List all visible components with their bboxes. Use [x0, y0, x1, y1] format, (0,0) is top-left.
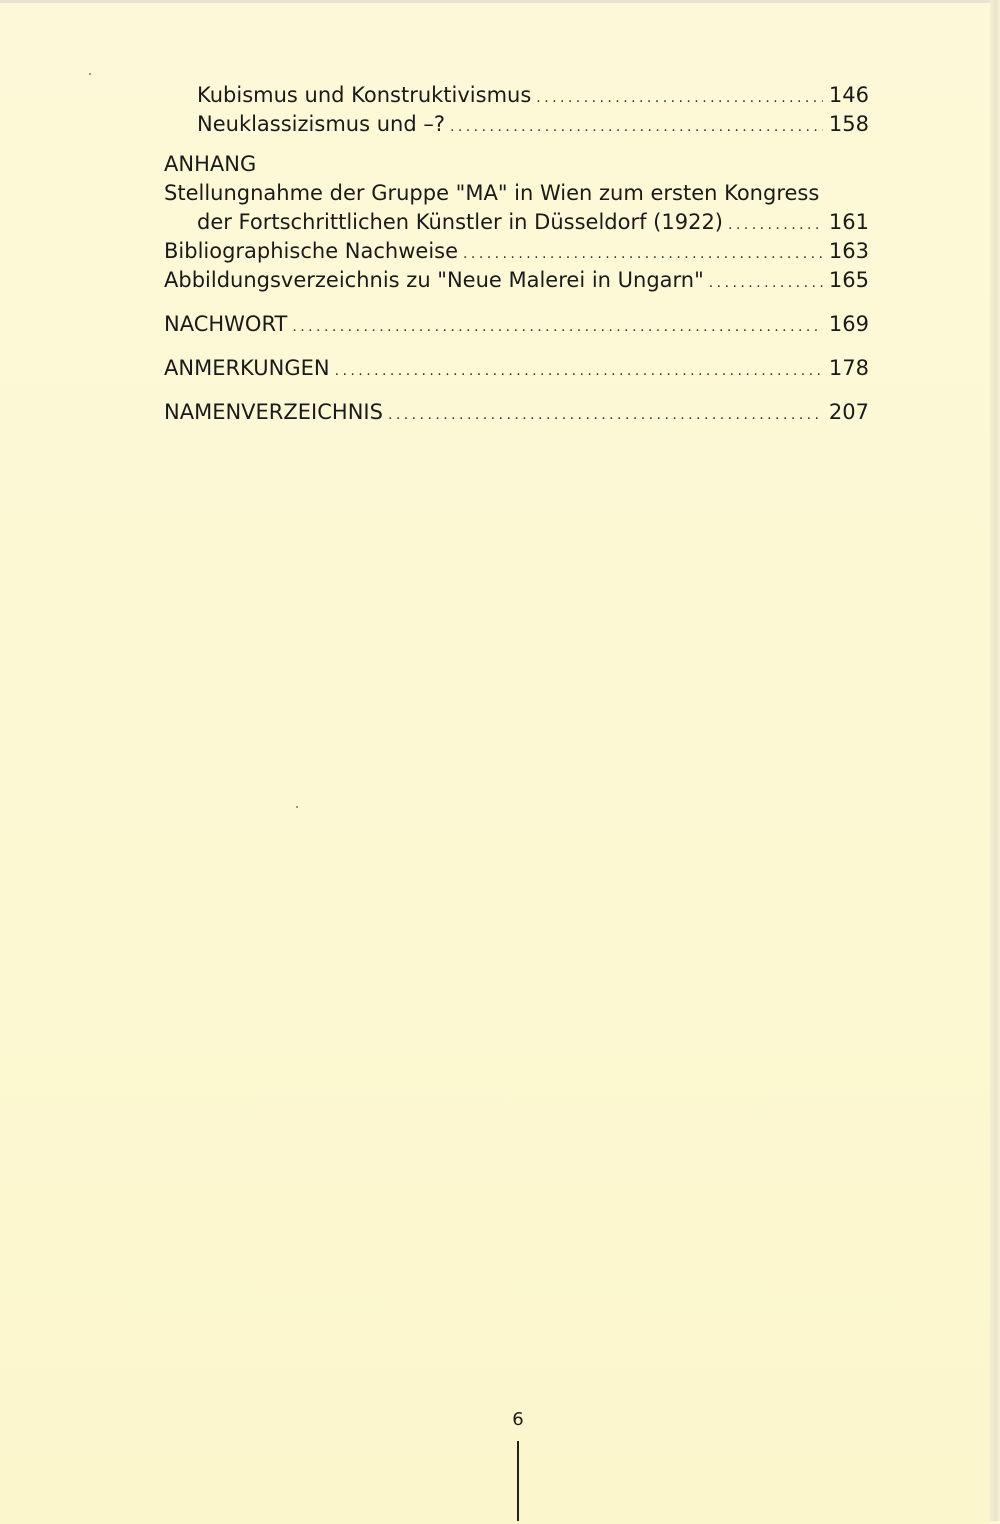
toc-section — [164, 310, 869, 339]
toc-entry-label: Abbildungsverzeichnis zu "Neue Malerei in Ungarn" — [164, 268, 704, 292]
toc-entry-label: Stellungnahme der Gruppe "MA" in Wien zum ersten Kongress — [164, 181, 820, 205]
toc-entry-page: 146 — [828, 83, 869, 107]
toc-leader-dots — [450, 113, 823, 142]
toc-leader-dots — [335, 357, 823, 386]
page-edge — [990, 0, 1000, 1521]
toc-section-page: 178 — [828, 356, 869, 380]
toc-section-page: 207 — [828, 400, 869, 424]
toc-entry-label: Bibliographische Nachweise — [164, 239, 459, 263]
toc-section-label: ANMERKUNGEN — [164, 356, 330, 380]
toc-entry-page: 161 — [828, 210, 869, 234]
page-number-rule — [517, 1441, 519, 1521]
toc-leader-dots — [388, 401, 823, 430]
toc-section-label: NACHWORT — [164, 312, 288, 336]
table-of-contents — [164, 81, 869, 427]
toc-entry — [164, 110, 869, 139]
paper-speck — [296, 806, 298, 808]
paper-speck — [89, 73, 91, 75]
toc-section — [164, 354, 869, 383]
toc-entry-label: der Fortschrittlichen Künstler in Düsseldorf (1922) — [197, 210, 723, 234]
toc-entry-page: 158 — [828, 112, 869, 136]
toc-entry-label: Kubismus und Konstruktivismus — [197, 83, 532, 107]
toc-entry — [164, 208, 869, 237]
anhang-heading: ANHANG — [164, 152, 257, 176]
toc-entry — [164, 266, 869, 295]
toc-leader-dots — [292, 313, 823, 342]
toc-leader-dots — [709, 269, 823, 298]
toc-section-label: NAMENVERZEICHNIS — [164, 400, 383, 424]
toc-leader-dots — [728, 211, 823, 240]
toc-entry-label: Neuklassizismus und –? — [197, 112, 445, 136]
toc-entry-page: 163 — [828, 239, 869, 263]
page-number: 6 — [512, 1409, 524, 1430]
toc-leader-dots — [536, 84, 823, 113]
toc-leader-dots — [463, 240, 823, 269]
toc-section — [164, 398, 869, 427]
toc-entry — [164, 81, 869, 110]
toc-entry — [164, 237, 869, 266]
toc-section-page: 169 — [828, 312, 869, 336]
toc-entry-page: 165 — [828, 268, 869, 292]
